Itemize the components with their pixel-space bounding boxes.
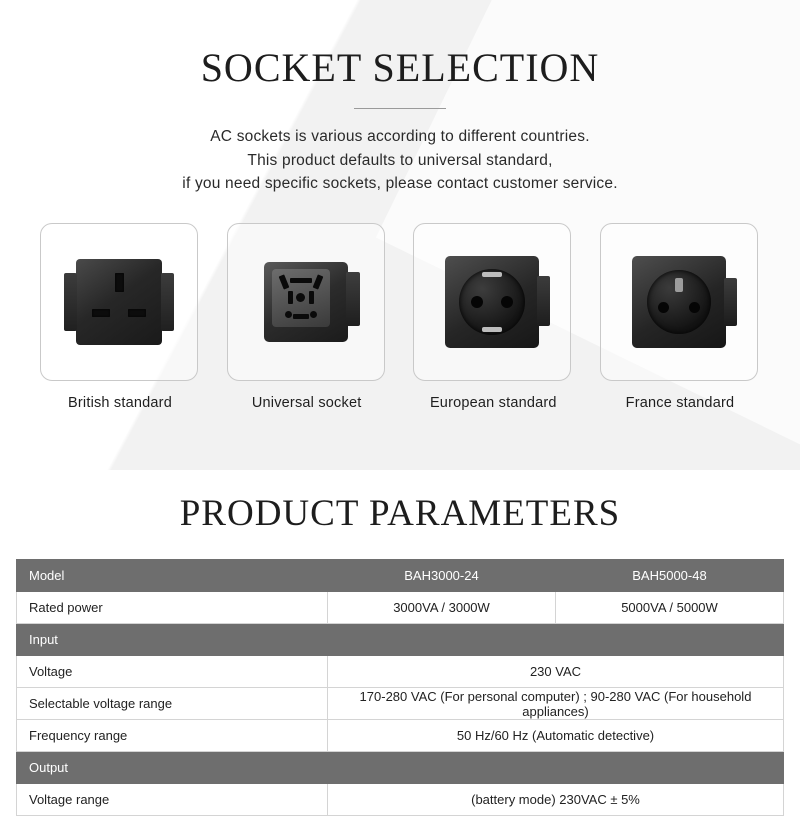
socket-card-label-european: European standard xyxy=(429,394,557,411)
params-section-title: PRODUCT PARAMETERS xyxy=(179,493,621,534)
table-header-col1: BAH3000-24 xyxy=(328,560,556,592)
row-label: Voltage range xyxy=(17,784,328,816)
table-section-row-output xyxy=(17,752,784,784)
uk-socket-icon xyxy=(76,259,162,345)
socket-card-image-european xyxy=(413,223,571,381)
table-section-row-input xyxy=(17,624,784,656)
product-parameters-section xyxy=(0,470,800,816)
row-value: (battery mode) 230VAC ± 5% xyxy=(328,784,784,816)
table-header-row xyxy=(17,560,784,592)
row-value: 230 VAC xyxy=(328,656,784,688)
socket-card-universal[interactable] xyxy=(227,223,387,411)
socket-description xyxy=(0,125,800,196)
title-divider xyxy=(354,108,446,109)
row-label: Voltage xyxy=(17,656,328,688)
row-value-col1: 3000VA / 3000W xyxy=(328,592,556,624)
socket-card-label-france: France standard xyxy=(625,394,735,411)
socket-card-image-british xyxy=(40,223,198,381)
table-row xyxy=(17,784,784,816)
row-value: 170-280 VAC (For personal computer) ; 90-280 VAC (For household appliances) xyxy=(328,688,784,720)
universal-socket-icon xyxy=(264,262,348,342)
socket-card-european[interactable] xyxy=(413,223,573,411)
row-label: Selectable voltage range xyxy=(17,688,328,720)
socket-card-label-universal: Universal socket xyxy=(251,394,362,411)
table-row xyxy=(17,656,784,688)
eu-socket-icon xyxy=(445,256,539,348)
table-header-model: Model xyxy=(17,560,328,592)
row-label: Rated power xyxy=(17,592,328,624)
socket-card-british[interactable] xyxy=(40,223,200,411)
socket-card-image-france xyxy=(600,223,758,381)
socket-section-title: SOCKET SELECTION xyxy=(200,45,600,90)
socket-card-list xyxy=(40,223,760,411)
table-row xyxy=(17,592,784,624)
row-value-col2: 5000VA / 5000W xyxy=(556,592,784,624)
socket-card-image-universal xyxy=(227,223,385,381)
socket-card-label-british: British standard xyxy=(68,394,172,411)
socket-card-france[interactable] xyxy=(600,223,760,411)
socket-description-line-1: AC sockets is various according to different countries. xyxy=(210,128,590,145)
product-parameters-table xyxy=(16,559,784,816)
section-label: Output xyxy=(17,752,784,784)
table-row xyxy=(17,688,784,720)
fr-socket-icon xyxy=(632,256,726,348)
table-row xyxy=(17,720,784,752)
section-label: Input xyxy=(17,624,784,656)
socket-description-line-2: This product defaults to universal standard, xyxy=(247,151,553,169)
table-header-col2: BAH5000-48 xyxy=(556,560,784,592)
row-label: Frequency range xyxy=(17,720,328,752)
socket-description-line-3: if you need specific sockets, please contact customer service. xyxy=(182,175,618,193)
row-value: 50 Hz/60 Hz (Automatic detective) xyxy=(328,720,784,752)
